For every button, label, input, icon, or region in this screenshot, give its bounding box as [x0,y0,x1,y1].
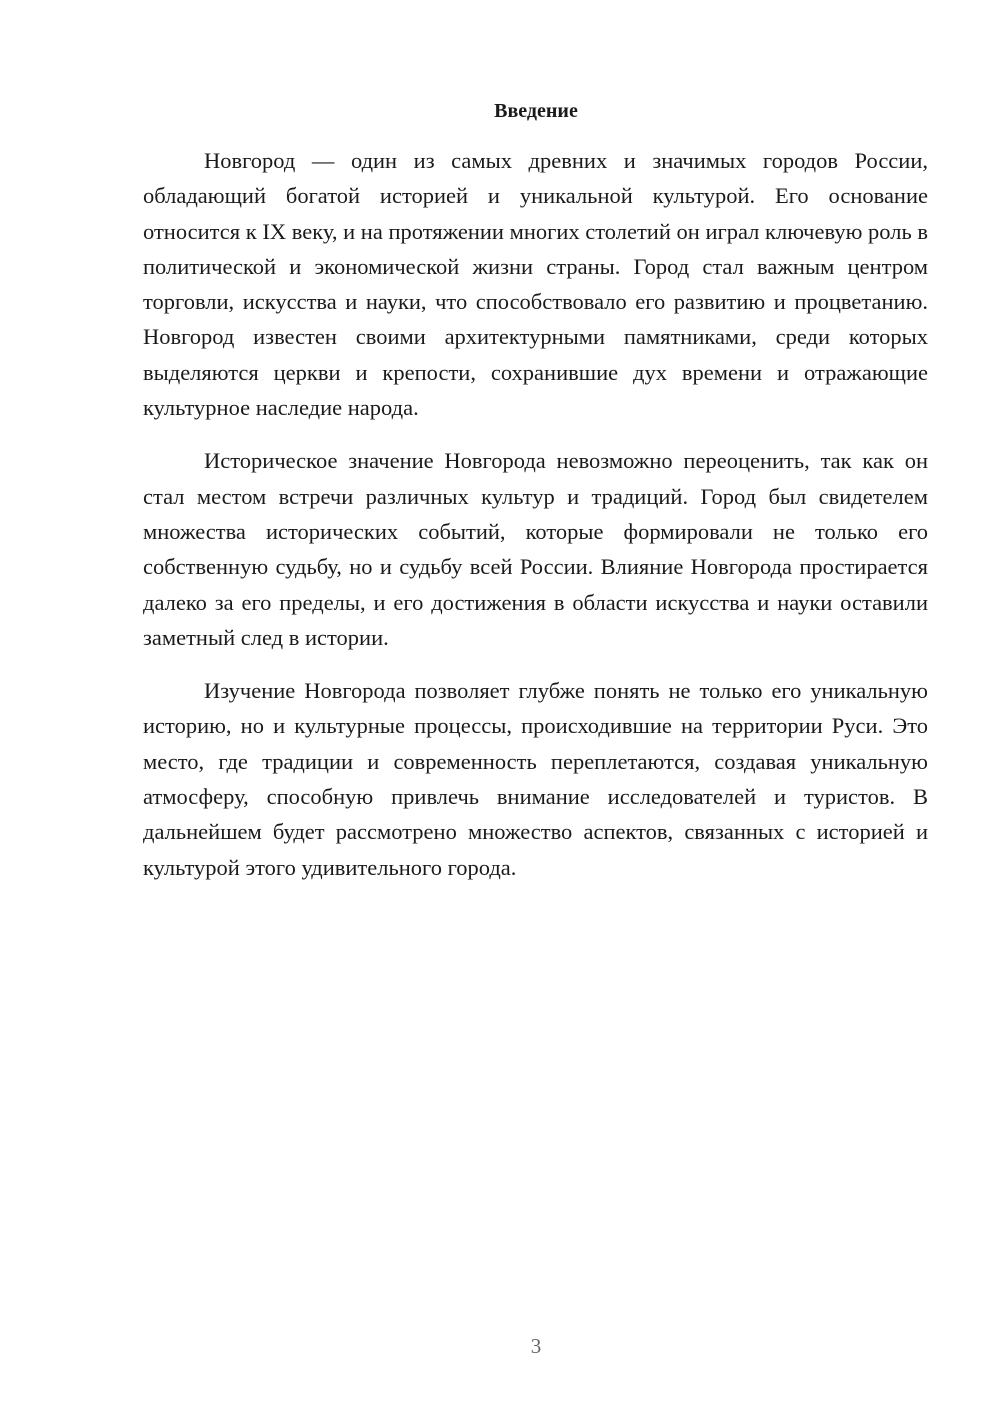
paragraph-1: Новгород — один из самых древних и значимых городов России, обладающий богатой историей и уникальной культурой. Его основание относится к IX веку, и на протяжении многих столетий он играл ключевую роль в политической и экономической жизни страны. Город стал важным центром торговли, искусства и науки, что способствовало его развитию и процветанию. Новгород известен своими архитектурными памятниками, среди которых выделяются церкви и крепости, сохранившие дух времени и отражающие культурное наследие народа. [143,148,928,421]
paragraph-2: Историческое значение Новгорода невозможно переоценить, так как он стал местом встречи различных культур и традиций. Город был свидетелем множества исторических событий, которые формировали не только его собственную судьбу, но и судьбу всей России. Влияние Новгорода простирается далеко за его пределы, и его достижения в области искусства и науки оставили заметный след в истории. [143,448,928,650]
body-text [143,143,928,903]
page-title: Введение [494,100,578,122]
paragraph-3: Изучение Новгорода позволяет глубже понять не только его уникальную историю, но и культурные процессы, происходившие на территории Руси. Это место, где традиции и современность переплетаются, создавая уникальную атмосферу, способную привлечь внимание исследователей и туристов. В дальнейшем будет рассмотрено множество аспектов, связанных с историей и культурой этого удивительного города. [143,678,928,880]
page-number: 3 [530,1334,542,1358]
